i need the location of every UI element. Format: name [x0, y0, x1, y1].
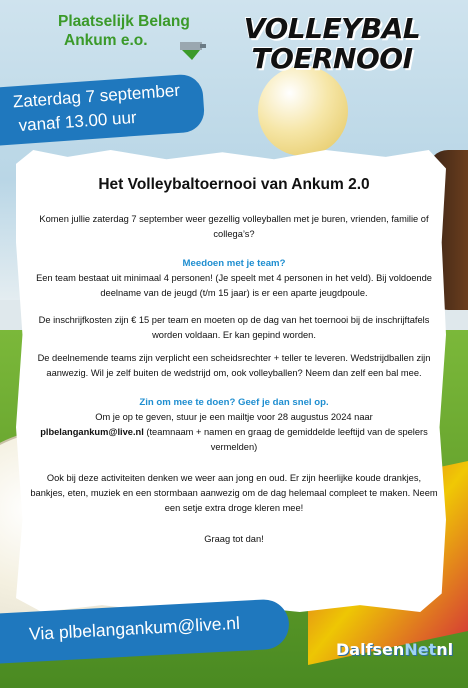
intro-text: Komen jullie zaterdag 7 september weer gezellig volleyballen met je buren, vrienden, familie of collega’s? — [39, 214, 429, 239]
content — [30, 176, 438, 547]
headline — [232, 14, 432, 74]
section-heading-team: Meedoen met je team? — [182, 258, 286, 269]
signup-text-part1: Om je op te geven, stuur je een mailtje voor 28 augustus 2024 naar — [95, 412, 373, 422]
headline-line1: VOLLEYBAL — [243, 12, 421, 45]
date-text: Zaterdag 7 september — [12, 80, 181, 112]
watermark-part3: nl — [436, 640, 454, 659]
watermark — [336, 640, 453, 659]
fees-text: De inschrijfkosten zijn € 15 per team en moeten op de dag van het toernooi bij de inschrijftafels worden voldaan. Er kan gepind worden. — [38, 315, 430, 340]
signup-email-link[interactable]: plbelangankum@live.nl — [40, 427, 144, 437]
section-heading-signup: Zin om mee te doen? Geef je dan snel op. — [139, 397, 329, 408]
signup-text — [30, 410, 438, 455]
time-text: vanaf 13.00 uur — [18, 107, 138, 136]
closing-text: Graag tot dan! — [204, 534, 264, 544]
activities-text: Ook bij deze activiteiten denken we weer aan jong en oud. Er zijn heerlijke koude drankjes, bankjes, eten, muziek en een stormbaan aanwezig om de dag helemaal compleet te maken. Neem een setje extra droge kleren mee! — [30, 473, 438, 513]
page-title: Het Volleybaltoernooi van Ankum 2.0 — [98, 176, 370, 193]
team-text: Een team bestaat uit minimaal 4 personen! (Je speelt met 4 personen in het veld). Bij voldoende deelname van de jeugd (t/m 15 jaar) is er een aparte jeugdpoule. — [36, 273, 432, 298]
signup-text-part2: (teamnaam + namen en graag de gemiddelde leeftijd van de spelers vermelden) — [143, 427, 428, 452]
footer-email-link[interactable]: Via plbelangankum@live.nl — [28, 612, 241, 644]
rules-text: De deelnemende teams zijn verplicht een scheidsrechter + teller te leveren. Wedstrijdballen zijn aanwezig. Wil je zelf buiten de wedstrijd om, ook volleyballen? Neem dan zelf een bal mee. — [37, 353, 431, 378]
watermark-part1: Dalfsen — [336, 640, 405, 659]
volleyball-image — [258, 66, 348, 156]
headline-line2: TOERNOOI — [251, 42, 413, 75]
watermark-part2: Net — [404, 640, 437, 659]
brand-line2: Ankum e.o. — [64, 32, 148, 49]
brand-icon — [178, 40, 208, 62]
brand-line1: Plaatselijk Belang — [58, 13, 190, 30]
